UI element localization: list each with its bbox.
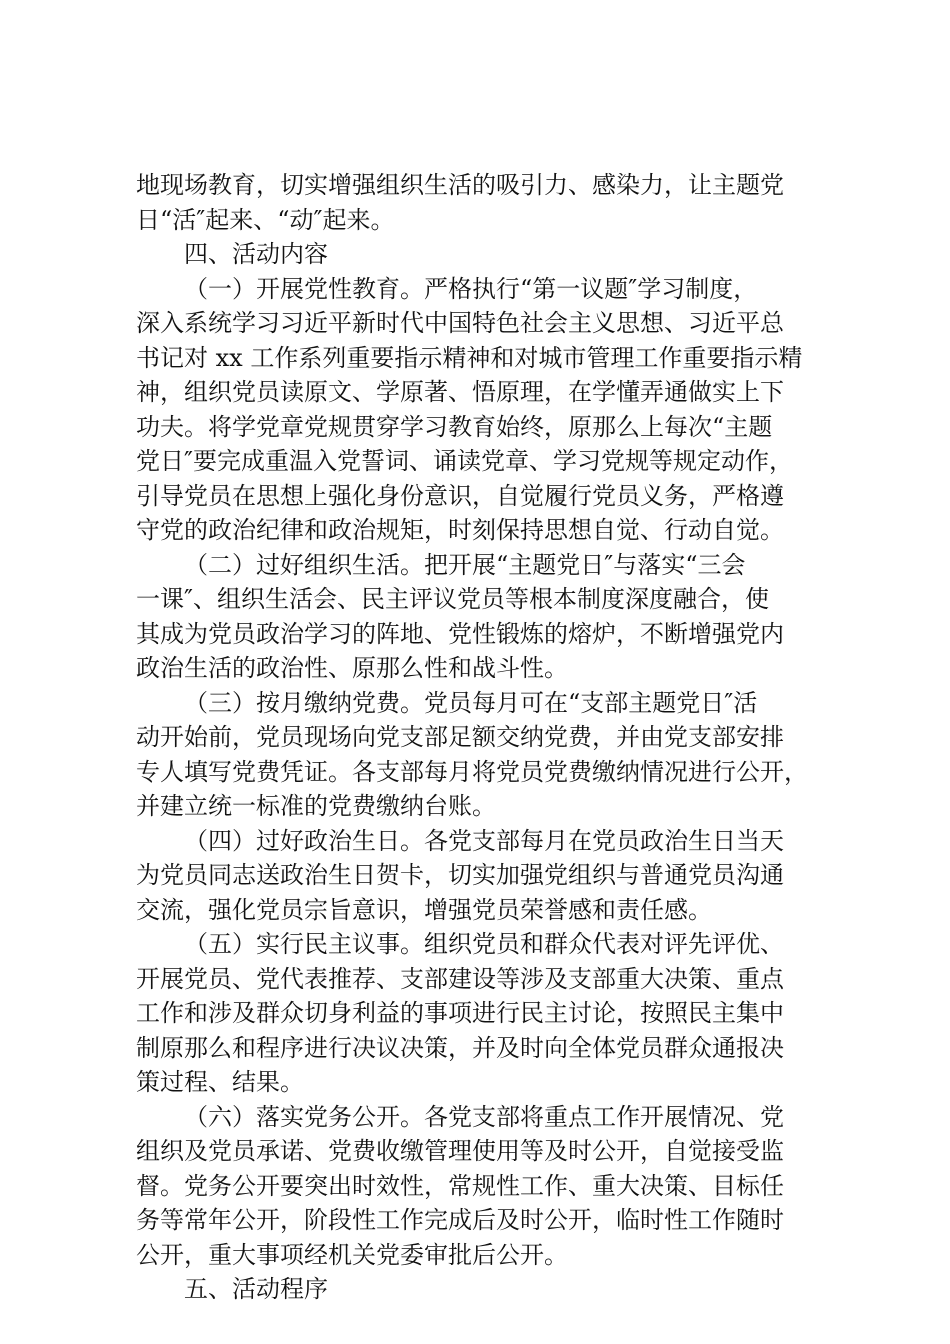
text-line: 守党的政治纪律和政治规矩，时刻保持思想自觉、行动自觉。 [136, 516, 784, 544]
text-line: 功夫。将学党章党规贯穿学习教育始终，原那么上每次“主题 [136, 412, 773, 441]
text-line: 神，组织党员读原文、学原著、悟原理，在学懂弄通做实上下 [136, 378, 784, 406]
text-line: 深入系统学习习近平新时代中国特色社会主义思想、习近平总 [136, 309, 784, 337]
text-line: （二）过好组织生活。把开展“主题党日″与落实“三会 [184, 550, 746, 579]
text-line: 交流，强化党员宗旨意识，增强党员荣誉感和责任感。 [136, 895, 712, 924]
text-line: 工作和涉及群众切身利益的事项进行民主讨论，按照民主集中 [136, 999, 784, 1027]
text-line: 专人填写党费凭证。各支部每月将党员党费缴纳情况进行公开， [136, 757, 808, 786]
text-line: 开展党员、党代表推荐、支部建设等涉及支部重大决策、重点 [136, 964, 784, 993]
text-line: 制原那么和程序进行决议决策，并及时向全体党员群众通报决 [136, 1033, 784, 1062]
text-line: 引导党员在思想上强化身份意识，自觉履行党员义务，严格遵 [136, 481, 784, 510]
text-line: 务等常年公开，阶段性工作完成后及时公开，临时性工作随时 [136, 1206, 784, 1234]
text-line: （一）开展党性教育。严格执行“第一议题″学习制度， [184, 274, 758, 303]
text-line: 策过程、结果。 [136, 1068, 304, 1096]
text-line: 日“活″起来、“动″起来。 [136, 205, 395, 234]
text-line: 组织及党员承诺、党费收缴管理使用等及时公开，自觉接受监 [136, 1137, 784, 1165]
text-line: （三）按月缴纳党费。党员每月可在“支部主题党日″活 [184, 688, 758, 717]
text-line: 一课″、组织生活会、民主评议党员等根本制度深度融合，使 [136, 585, 769, 613]
text-line: 督。党务公开要突出时效性，常规性工作、重大决策、目标任 [136, 1171, 784, 1200]
text-line: 其成为党员政治学习的阵地、党性锻炼的熔炉，不断增强党内 [136, 619, 784, 648]
text-line: 政治生活的政治性、原那么性和战斗性。 [136, 654, 568, 682]
section-heading-5: 五、活动程序 [184, 1275, 328, 1303]
text-line: 公开，重大事项经机关党委审批后公开。 [136, 1240, 568, 1269]
text-line: 地现场教育，切实增强组织生活的吸引力、感染力，让主题党 [136, 171, 784, 199]
text-line: 动开始前，党员现场向党支部足额交纳党费，并由党支部安排 [136, 723, 784, 751]
text-line: 为党员同志送政治生日贺卡，切实加强党组织与普通党员沟通 [136, 861, 784, 889]
text-line: （五）实行民主议事。组织党员和群众代表对评先评优、 [184, 930, 784, 958]
text-line: 书记对 xx 工作系列重要指示精神和对城市管理工作重要指示精 [136, 343, 803, 372]
document-body [136, 168, 826, 1307]
text-line: （四）过好政治生日。各党支部每月在党员政治生日当天 [184, 826, 784, 855]
text-line: 党日″要完成重温入党誓词、诵读党章、学习党规等规定动作， [136, 447, 793, 475]
text-line: （六）落实党务公开。各党支部将重点工作开展情况、党 [184, 1102, 784, 1131]
text-line: 并建立统一标准的党费缴纳台账。 [136, 792, 496, 820]
section-heading-4: 四、活动内容 [184, 240, 328, 268]
